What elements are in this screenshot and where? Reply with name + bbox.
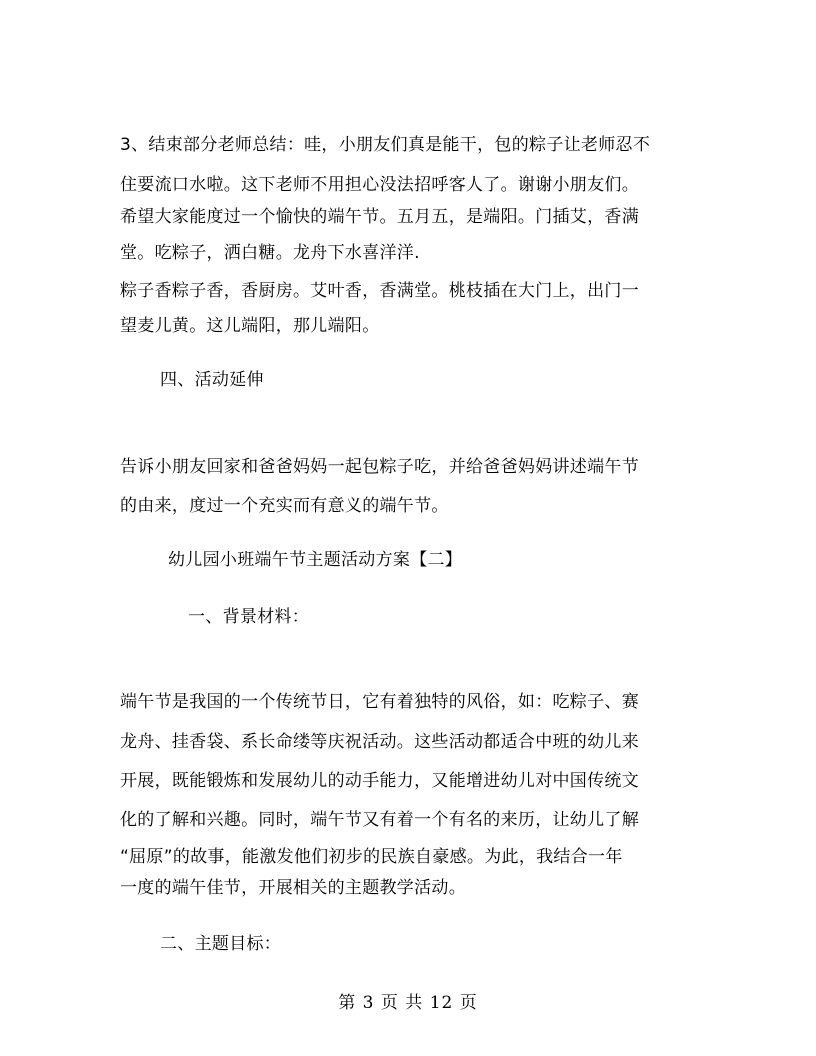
body-line: 一度的端午佳节，开展相关的主题教学活动。 — [120, 878, 466, 898]
body-line: 3、结束部分老师总结：哇，小朋友们真是能干，包的粽子让老师忍不 — [120, 135, 651, 155]
body-line: 的由来，度过一个充实而有意义的端午节。 — [120, 496, 449, 516]
body-line: 堂。吃粽子，洒白糖。龙舟下水喜洋洋. — [120, 243, 420, 263]
page-number-footer: 第 3 页 共 12 页 — [338, 993, 478, 1013]
section-heading: 四、活动延伸 — [160, 370, 264, 390]
body-line: 望麦儿黄。这儿端阳，那儿端阳。 — [120, 316, 380, 336]
body-line: 龙舟、挂香袋、系长命缕等庆祝活动。这些活动都适合中班的幼儿来 — [120, 732, 639, 752]
body-line: 开展，既能锻炼和发展幼儿的动手能力，又能增进幼儿对中国传统文 — [120, 771, 639, 791]
section-heading: 二、主题目标： — [160, 934, 282, 954]
body-line: 端午节是我国的一个传统节日，它有着独特的风俗，如：吃粽子、赛 — [120, 692, 639, 712]
body-line: 希望大家能度过一个愉快的端午节。五月五，是端阳。门插艾，香满 — [120, 207, 639, 227]
body-line: 住要流口水啦。这下老师不用担心没法招呼客人了。谢谢小朋友们。 — [120, 175, 639, 195]
section-heading: 一、背景材料： — [188, 607, 310, 627]
body-line: 告诉小朋友回家和爸爸妈妈一起包粽子吃，并给爸爸妈妈讲述端午节 — [120, 457, 639, 477]
body-line: 化的了解和兴趣。同时，端午节又有着一个有名的来历，让幼儿了解 — [120, 810, 639, 830]
document-title: 幼儿园小班端午节主题活动方案【二】 — [168, 550, 463, 570]
body-line: 粽子香粽子香，香厨房。艾叶香，香满堂。桃枝插在大门上，出门一 — [120, 281, 639, 301]
body-line: “屈原”的故事，能激发他们初步的民族自豪感。为此，我结合一年 — [120, 847, 623, 867]
